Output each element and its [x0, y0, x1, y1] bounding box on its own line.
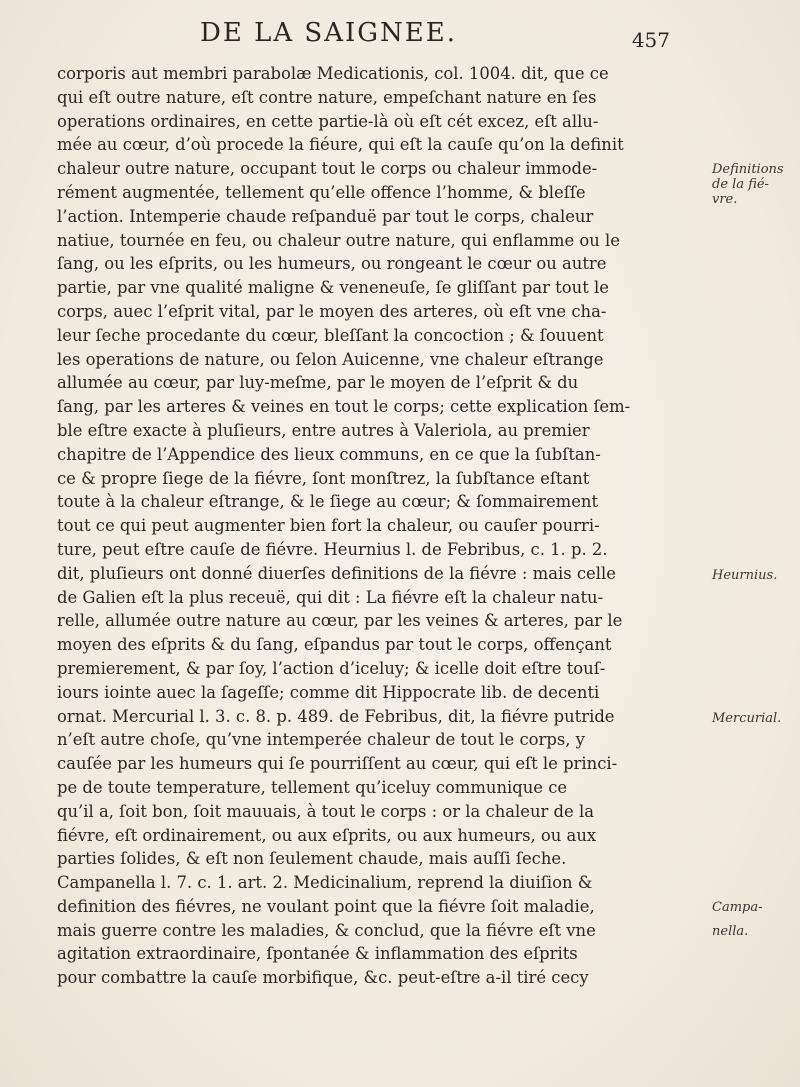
- text-line: chaleur outre nature, occupant tout le corps ou chaleur immode-: [57, 159, 598, 179]
- margin-note-mercurial: Mercurial.: [712, 711, 782, 726]
- text-line: ſang, ou les eſprits, ou les humeurs, ou rongeant le cœur ou autre: [57, 254, 607, 274]
- text-line: ce & propre ſiege de la fiévre, ſont monſtrez, la ſubſtance eſtant: [57, 468, 590, 488]
- text-line: chapitre de l’Appendice des lieux communs, en ce que la ſubſtan-: [57, 444, 601, 464]
- text-line: l’action. Intemperie chaude reſpanduë par tout le corps, chaleur: [57, 206, 594, 226]
- text-line: qui eſt outre nature, eſt contre nature, empeſchant nature en ſes: [57, 87, 597, 107]
- margin-note-heurnius: Heurnius.: [712, 568, 778, 583]
- text-line: fiévre, eſt ordinairement, ou aux eſprits, ou aux humeurs, ou aux: [57, 825, 597, 845]
- text-line: Campanella l. 7. c. 1. art. 2. Medicinalium, reprend la diuiſion &: [57, 873, 593, 893]
- text-line: pour combattre la cauſe morbifique, &c. peut-eſtre a-il tiré cecy: [57, 968, 589, 988]
- text-line: mais guerre contre les maladies, & conclud, que la fiévre eſt vne: [57, 920, 596, 940]
- text-line: premierement, & par ſoy, l’action d’iceluy; & icelle doit eſtre touſ-: [57, 658, 606, 678]
- margin-note-definitions-cont: de la fié-: [712, 177, 769, 192]
- text-line: cauſée par les humeurs qui ſe pourriſſent au cœur, qui eſt le princi-: [57, 754, 618, 774]
- text-line: qu’il a, ſoit bon, ſoit mauuais, à tout le corps : or la chaleur de la: [57, 801, 594, 821]
- margin-note-definitions-end: vre.: [712, 192, 738, 207]
- text-line: ſang, par les arteres & veines en tout le corps; cette explication ſem-: [57, 397, 631, 417]
- text-line: moyen des eſprits & du ſang, eſpandus par tout le corps, offençant: [57, 635, 612, 655]
- text-line: iours iointe auec la ſageſſe; comme dit Hippocrate lib. de decenti: [57, 682, 600, 702]
- text-line: agitation extraordinaire, ſpontanée & inflammation des eſprits: [57, 944, 578, 964]
- text-line: les operations de nature, ou ſelon Auicenne, vne chaleur eſtrange: [57, 349, 604, 369]
- page-number: 457: [631, 28, 670, 52]
- text-line: definition des fiévres, ne voulant point que la fiévre ſoit maladie,: [57, 896, 595, 916]
- text-line: relle, allumée outre nature au cœur, par les veines & arteres, par le: [57, 611, 623, 631]
- margin-note-definitions: Definitions: [712, 162, 784, 177]
- text-line: partie, par vne qualité maligne & veneneuſe, ſe gliſſant par tout le: [57, 278, 609, 298]
- margin-note-campanella: Campa-: [712, 900, 763, 915]
- margin-note-campanella-cont: nella.: [712, 924, 749, 939]
- text-line: tout ce qui peut augmenter bien fort la chaleur, ou cauſer pourri-: [57, 516, 600, 536]
- text-line: leur ſeche procedante du cœur, bleſſant la concoction ; & ſouuent: [57, 325, 604, 345]
- text-line: de Galien eſt la plus receuë, qui dit : La fiévre eſt la chaleur natu-: [57, 587, 604, 607]
- text-line: allumée au cœur, par luy-meſme, par le moyen de l’eſprit & du: [57, 373, 579, 393]
- text-line: mée au cœur, d’où procede la fiéure, qui eſt la cauſe qu’on la definit: [57, 135, 624, 155]
- running-head: DE LA SAIGNEE.: [200, 18, 457, 48]
- text-line: corps, auec l’eſprit vital, par le moyen des arteres, où eſt vne cha-: [57, 301, 607, 321]
- text-line: ture, peut eſtre cauſe de fiévre. Heurnius l. de Febribus, c. 1. p. 2.: [57, 539, 608, 559]
- text-line: ble eſtre exacte à pluſieurs, entre autres à Valeriola, au premier: [57, 420, 590, 440]
- text-line: rément augmentée, tellement qu’elle offence l’homme, & bleſſe: [57, 182, 586, 202]
- text-line: dit, pluſieurs ont donné diuerſes definitions de la fiévre : mais celle: [57, 563, 616, 583]
- text-line: ornat. Mercurial l. 3. c. 8. p. 489. de Febribus, dit, la fiévre putride: [57, 706, 615, 726]
- text-line: toute à la chaleur eſtrange, & le ſiege au cœur; & ſommairement: [57, 492, 599, 512]
- text-line: pe de toute temperature, tellement qu’iceluy communique ce: [57, 777, 568, 797]
- text-line: parties ſolides, & eſt non ſeulement chaude, mais auſſi ſeche.: [57, 849, 567, 869]
- text-line: operations ordinaires, en cette partie-là où eſt cét excez, eſt allu-: [57, 111, 599, 131]
- text-line: natiue, tournée en feu, ou chaleur outre nature, qui enflamme ou le: [57, 230, 620, 250]
- text-line: n’eſt autre choſe, qu’vne intemperée chaleur de tout le corps, y: [57, 730, 585, 750]
- text-line: corporis aut membri parabolæ Medicationis, col. 1004. dit, que ce: [57, 64, 609, 83]
